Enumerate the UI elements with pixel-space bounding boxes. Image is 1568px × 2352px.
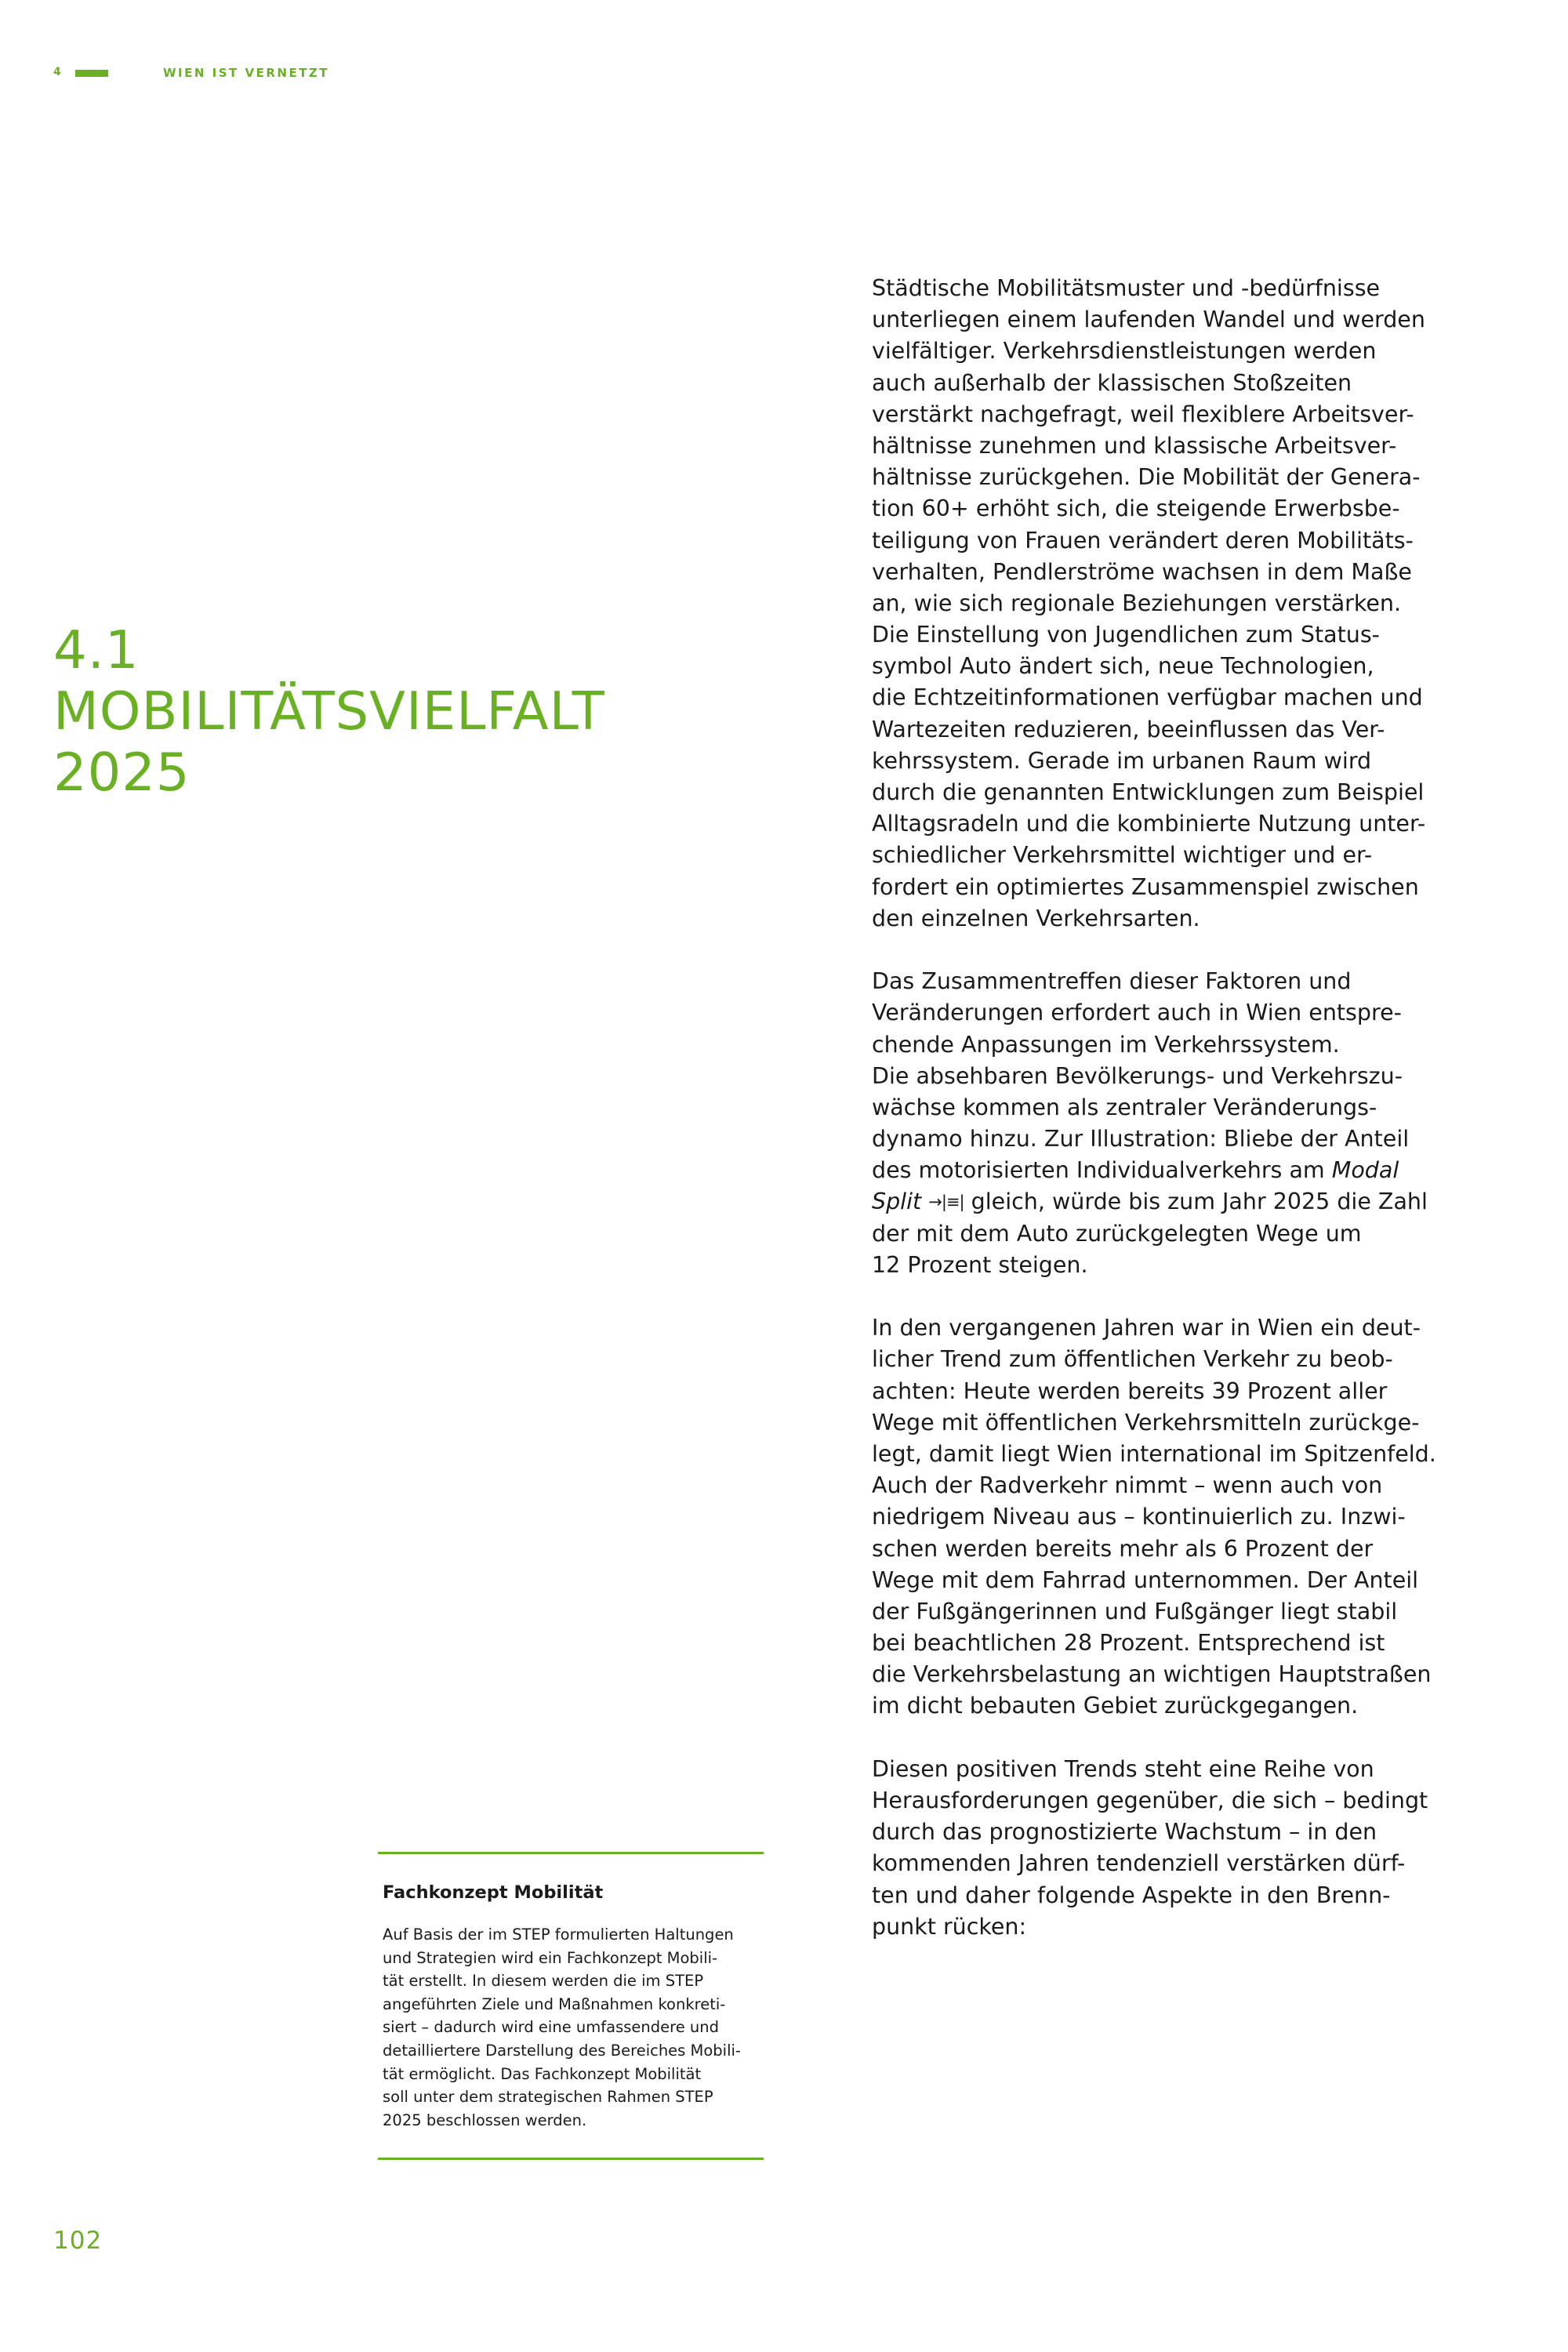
text-line: Das Zusammentreffen dieser Faktoren und xyxy=(872,968,1352,995)
text-line: tät ermöglicht. Das Fachkonzept Mobilität xyxy=(383,2064,702,2083)
text-line: Diesen positiven Trends steht eine Reihe von xyxy=(872,1755,1374,1782)
header-accent-bar xyxy=(75,70,108,77)
info-box-body xyxy=(383,1923,764,2132)
text-line: niedrigem Niveau aus – kontinuierlich zu. Inzwi- xyxy=(872,1504,1406,1530)
paragraph-4 xyxy=(872,1754,1483,1943)
text-line: Wege mit öffentlichen Verkehrsmitteln zurückge- xyxy=(872,1409,1420,1436)
text-line: Die Einstellung von Jugendlichen zum Status- xyxy=(872,622,1380,648)
text-line: achten: Heute werden bereits 39 Prozent aller xyxy=(872,1377,1388,1404)
text-line: bei beachtlichen 28 Prozent. Entsprechend ist xyxy=(872,1630,1385,1657)
page-number: 102 xyxy=(53,2227,103,2255)
text-line: die Verkehrsbelastung an wichtigen Hauptstraßen xyxy=(872,1661,1432,1688)
text-line: licher Trend zum öffentlichen Verkehr zu beob- xyxy=(872,1346,1393,1373)
paragraph-line: des motorisierten Individualverkehrs am Modal xyxy=(872,1157,1399,1184)
text-line: dynamo hinzu. Zur Illustration: Bliebe der Anteil xyxy=(872,1126,1410,1152)
text-line: an, wie sich regionale Beziehungen verstärken. xyxy=(872,590,1402,616)
text-line: den einzelnen Verkehrsarten. xyxy=(872,905,1200,931)
glossary-link-icon[interactable]: →|≡| xyxy=(928,1192,964,1212)
text-line: Wege mit dem Fahrrad unternommen. Der Anteil xyxy=(872,1566,1419,1593)
text-line: Die absehbaren Bevölkerungs- und Verkehrszu- xyxy=(872,1062,1403,1089)
text-line: schen werden bereits mehr als 6 Prozent der xyxy=(872,1535,1374,1562)
text-line: die Echtzeitinformationen verfügbar machen und xyxy=(872,684,1423,711)
glossary-term: Modal xyxy=(1331,1157,1399,1184)
text-line: Herausforderungen gegenüber, die sich – bedingt xyxy=(872,1788,1428,1813)
text-line: legt, damit liegt Wien international im Spitzenfeld. xyxy=(872,1440,1436,1467)
glossary-term: Split xyxy=(872,1189,922,1215)
text-line: Auch der Radverkehr nimmt – wenn auch von xyxy=(872,1472,1383,1499)
text-line: 12 Prozent steigen. xyxy=(872,1251,1088,1278)
text-line: im dicht bebauten Gebiet zurückgegangen. xyxy=(872,1693,1359,1719)
text-line: Veränderungen erfordert auch in Wien entspre- xyxy=(872,1000,1402,1026)
section-number: 4.1 xyxy=(53,619,140,681)
text-line: hältnisse zunehmen und klassische Arbeitsver- xyxy=(872,432,1397,459)
text-line: unterliegen einem laufenden Wandel und werden xyxy=(872,307,1425,333)
section-title-line-2: 2025 xyxy=(53,742,191,803)
text-line: der mit dem Auto zurückgelegten Wege um xyxy=(872,1220,1362,1247)
text-line: kehrssystem. Gerade im urbanen Raum wird xyxy=(872,747,1372,774)
section-title-line-1: MOBILITÄTSVIELFALT xyxy=(53,681,605,742)
text-line: Städtische Mobilitätsmuster und -bedürfnisse xyxy=(872,275,1381,301)
text-line: hältnisse zurückgehen. Die Mobilität der Genera- xyxy=(872,464,1421,491)
chapter-title: WIEN IST VERNETZT xyxy=(163,66,330,80)
text-line: Wartezeiten reduzieren, beeinflussen das Ver- xyxy=(872,716,1385,742)
text-line: symbol Auto ändert sich, neue Technologien, xyxy=(872,653,1374,680)
text-line: chende Anpassungen im Verkehrssystem. xyxy=(872,1031,1340,1058)
paragraph-1 xyxy=(872,273,1483,935)
info-box-bottom-rule xyxy=(378,2158,764,2160)
paragraph-3 xyxy=(872,1312,1483,1722)
text-line: In den vergangenen Jahren war in Wien ein deut- xyxy=(872,1315,1421,1341)
text-line: tion 60+ erhöht sich, die steigende Erwerbsbe- xyxy=(872,495,1400,522)
info-box xyxy=(378,1852,764,2160)
text-line: teiligung von Frauen verändert deren Mobilitäts- xyxy=(872,527,1414,554)
text-line: angeführten Ziele und Maßnahmen konkreti- xyxy=(383,1994,726,2013)
text-line: auch außerhalb der klassischen Stoßzeiten xyxy=(872,369,1352,396)
text-line: der Fußgängerinnen und Fußgänger liegt stabil xyxy=(872,1598,1398,1624)
text-line: punkt rücken: xyxy=(872,1913,1027,1940)
info-box-title: Fachkonzept Mobilität xyxy=(383,1882,604,1903)
chapter-number: 4 xyxy=(53,66,62,78)
text-line: ten und daher folgende Aspekte in den Brenn- xyxy=(872,1882,1391,1908)
text-line: siert – dadurch wird eine umfassendere und xyxy=(383,2018,719,2037)
text-line: durch die genannten Entwicklungen zum Beispiel xyxy=(872,779,1425,805)
text-line: Alltagsradeln und die kombinierte Nutzung unter- xyxy=(872,811,1426,837)
text-line: soll unter dem strategischen Rahmen STEP xyxy=(383,2088,713,2107)
text-line: wächse kommen als zentraler Veränderungs- xyxy=(872,1094,1377,1120)
body-text xyxy=(872,273,1483,1943)
text-line: fordert ein optimiertes Zusammenspiel zwischen xyxy=(872,873,1419,900)
info-box-top-rule xyxy=(378,1852,764,1854)
text-line: und Strategien wird ein Fachkonzept Mobili- xyxy=(383,1948,718,1967)
text-line: durch das prognostizierte Wachstum – in den xyxy=(872,1819,1377,1846)
text-line: Auf Basis der im STEP formulierten Haltungen xyxy=(383,1926,734,1944)
paragraph-line: Split →|≡| gleich, würde bis zum Jahr 2025 die Zahl xyxy=(872,1189,1428,1215)
text-line: vielfältiger. Verkehrsdienstleistungen werden xyxy=(872,338,1377,365)
text-line: verstärkt nachgefragt, weil flexiblere Arbeitsver- xyxy=(872,401,1414,427)
section-heading xyxy=(53,619,728,803)
text-line: kommenden Jahren tendenziell verstärken dürf- xyxy=(872,1850,1406,1877)
text-line: 2025 beschlossen werden. xyxy=(383,2111,587,2129)
text-line: detailliertere Darstellung des Bereiches Mobili- xyxy=(383,2041,741,2060)
text-line: verhalten, Pendlerströme wachsen in dem Maße xyxy=(872,558,1412,585)
text-line: tät erstellt. In diesem werden die im STEP xyxy=(383,1972,704,1991)
text-line: schiedlicher Verkehrsmittel wichtiger und er- xyxy=(872,842,1373,869)
paragraph-2 xyxy=(872,966,1483,1281)
